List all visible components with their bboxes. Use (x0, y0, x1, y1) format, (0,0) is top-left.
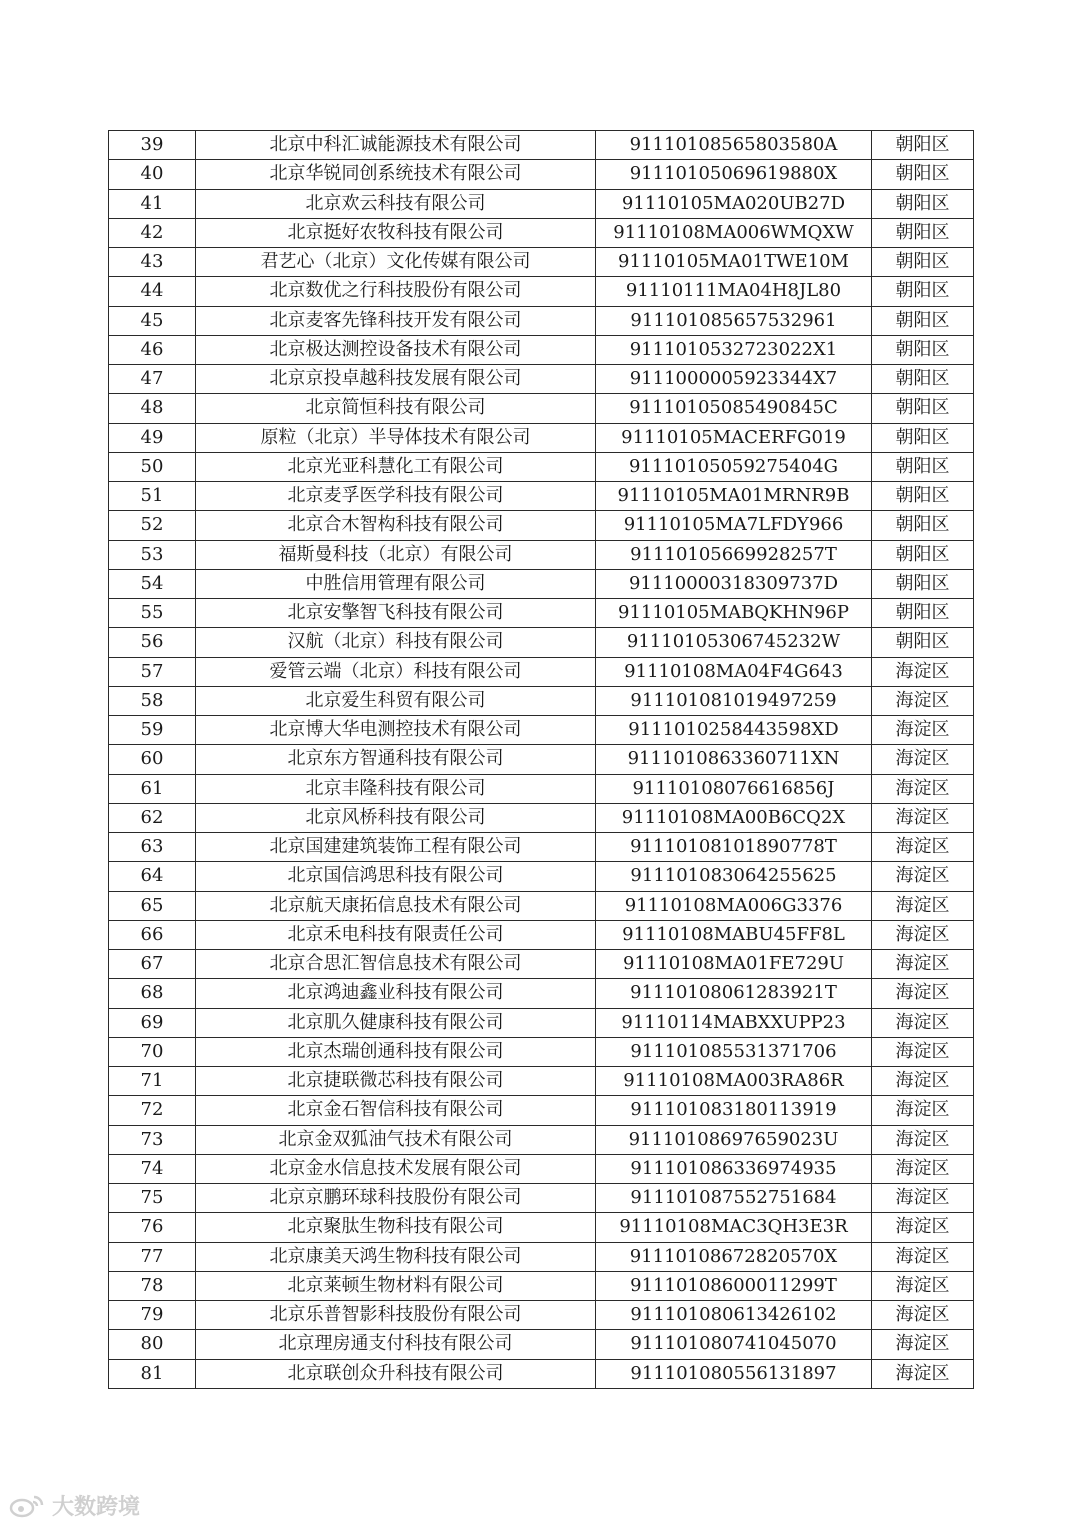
company-name: 北京航天康拓信息技术有限公司 (196, 891, 596, 920)
row-number: 52 (109, 511, 196, 540)
district: 海淀区 (872, 1037, 974, 1066)
table-row (109, 628, 974, 657)
credit-code: 91110108MA01FE729U (596, 950, 872, 979)
company-name: 北京挺好农牧科技有限公司 (196, 218, 596, 247)
row-number: 81 (109, 1359, 196, 1388)
district: 朝阳区 (872, 569, 974, 598)
table-row (109, 277, 974, 306)
company-name: 北京安擎智飞科技有限公司 (196, 599, 596, 628)
table-row (109, 1096, 974, 1125)
district: 朝阳区 (872, 306, 974, 335)
credit-code: 91110105MA01TWE10M (596, 248, 872, 277)
row-number: 64 (109, 862, 196, 891)
district: 海淀区 (872, 979, 974, 1008)
row-number: 56 (109, 628, 196, 657)
row-number: 53 (109, 540, 196, 569)
company-name: 北京极达测控设备技术有限公司 (196, 335, 596, 364)
company-name: 北京杰瑞创通科技有限公司 (196, 1037, 596, 1066)
credit-code: 91110108MA04F4G643 (596, 657, 872, 686)
district: 朝阳区 (872, 218, 974, 247)
table-row (109, 540, 974, 569)
table-row (109, 1154, 974, 1183)
table-row (109, 189, 974, 218)
district: 海淀区 (872, 1330, 974, 1359)
table-row (109, 1242, 974, 1271)
district: 海淀区 (872, 1301, 974, 1330)
table-row (109, 1301, 974, 1330)
row-number: 47 (109, 365, 196, 394)
row-number: 51 (109, 482, 196, 511)
district: 海淀区 (872, 1125, 974, 1154)
watermark (8, 1490, 140, 1521)
company-name: 北京金双狐油气技术有限公司 (196, 1125, 596, 1154)
company-name: 北京捷联微芯科技有限公司 (196, 1067, 596, 1096)
credit-code: 911101083180113919 (596, 1096, 872, 1125)
row-number: 80 (109, 1330, 196, 1359)
credit-code: 91110105MABQKHN96P (596, 599, 872, 628)
district: 海淀区 (872, 950, 974, 979)
row-number: 40 (109, 160, 196, 189)
district: 海淀区 (872, 1154, 974, 1183)
credit-code: 91110108565803580A (596, 131, 872, 160)
table-row (109, 423, 974, 452)
table-row (109, 248, 974, 277)
company-name: 北京风桥科技有限公司 (196, 803, 596, 832)
district: 海淀区 (872, 1271, 974, 1300)
credit-code: 9111010863360711XN (596, 745, 872, 774)
row-number: 43 (109, 248, 196, 277)
credit-code: 91110105MA7LFDY966 (596, 511, 872, 540)
row-number: 70 (109, 1037, 196, 1066)
company-name: 北京莱顿生物材料有限公司 (196, 1271, 596, 1300)
company-name: 北京鸿迪鑫业科技有限公司 (196, 979, 596, 1008)
table-row (109, 716, 974, 745)
table-row (109, 511, 974, 540)
district: 朝阳区 (872, 599, 974, 628)
row-number: 60 (109, 745, 196, 774)
credit-code: 91110108061283921T (596, 979, 872, 1008)
company-name: 北京东方智通科技有限公司 (196, 745, 596, 774)
table-row (109, 306, 974, 335)
row-number: 78 (109, 1271, 196, 1300)
table-row (109, 979, 974, 1008)
table-row (109, 1359, 974, 1388)
district: 海淀区 (872, 803, 974, 832)
table-row (109, 803, 974, 832)
row-number: 68 (109, 979, 196, 1008)
credit-code: 91110108697659023U (596, 1125, 872, 1154)
district: 朝阳区 (872, 160, 974, 189)
credit-code: 91110105MA020UB27D (596, 189, 872, 218)
district: 朝阳区 (872, 189, 974, 218)
row-number: 62 (109, 803, 196, 832)
table-row (109, 1184, 974, 1213)
credit-code: 91110108MABU45FF8L (596, 920, 872, 949)
district: 朝阳区 (872, 540, 974, 569)
district: 朝阳区 (872, 423, 974, 452)
company-name: 北京麦孚医学科技有限公司 (196, 482, 596, 511)
row-number: 55 (109, 599, 196, 628)
credit-code: 911101080741045070 (596, 1330, 872, 1359)
company-name: 北京肌久健康科技有限公司 (196, 1008, 596, 1037)
credit-code: 91110108MA006WMQXW (596, 218, 872, 247)
credit-code: 91110108MAC3QH3E3R (596, 1213, 872, 1242)
weibo-logo-icon (8, 1493, 48, 1519)
credit-code: 91110108672820570X (596, 1242, 872, 1271)
company-name: 北京麦客先锋科技开发有限公司 (196, 306, 596, 335)
district: 朝阳区 (872, 335, 974, 364)
credit-code: 9111010258443598XD (596, 716, 872, 745)
company-name: 北京光亚科慧化工有限公司 (196, 452, 596, 481)
row-number: 76 (109, 1213, 196, 1242)
credit-code: 9111010532723022X1 (596, 335, 872, 364)
district: 朝阳区 (872, 365, 974, 394)
row-number: 44 (109, 277, 196, 306)
table-row (109, 657, 974, 686)
row-number: 75 (109, 1184, 196, 1213)
credit-code: 911101081019497259 (596, 686, 872, 715)
table-row (109, 1125, 974, 1154)
district: 海淀区 (872, 716, 974, 745)
company-name: 北京禾电科技有限责任公司 (196, 920, 596, 949)
row-number: 50 (109, 452, 196, 481)
row-number: 59 (109, 716, 196, 745)
watermark-text: 大数跨境 (52, 1495, 141, 1520)
district: 海淀区 (872, 657, 974, 686)
row-number: 48 (109, 394, 196, 423)
row-number: 45 (109, 306, 196, 335)
table-row (109, 131, 974, 160)
row-number: 61 (109, 774, 196, 803)
company-name: 北京金水信息技术发展有限公司 (196, 1154, 596, 1183)
row-number: 77 (109, 1242, 196, 1271)
company-name: 北京中科汇诚能源技术有限公司 (196, 131, 596, 160)
row-number: 71 (109, 1067, 196, 1096)
row-number: 66 (109, 920, 196, 949)
company-name: 北京金石智信科技有限公司 (196, 1096, 596, 1125)
table-row (109, 1271, 974, 1300)
table-row (109, 862, 974, 891)
credit-code: 91110105MACERFG019 (596, 423, 872, 452)
district: 海淀区 (872, 891, 974, 920)
district: 朝阳区 (872, 277, 974, 306)
district: 海淀区 (872, 745, 974, 774)
district: 朝阳区 (872, 511, 974, 540)
row-number: 41 (109, 189, 196, 218)
table-row (109, 950, 974, 979)
table-row (109, 920, 974, 949)
credit-code: 91110108MA006G3376 (596, 891, 872, 920)
row-number: 42 (109, 218, 196, 247)
credit-code: 91110114MABXXUPP23 (596, 1008, 872, 1037)
district: 海淀区 (872, 1096, 974, 1125)
credit-code: 911101085657532961 (596, 306, 872, 335)
table-row (109, 1037, 974, 1066)
row-number: 58 (109, 686, 196, 715)
table-row (109, 1213, 974, 1242)
credit-code: 91110108MA003RA86R (596, 1067, 872, 1096)
row-number: 65 (109, 891, 196, 920)
district: 海淀区 (872, 920, 974, 949)
credit-code: 91110105306745232W (596, 628, 872, 657)
company-name: 北京国信鸿思科技有限公司 (196, 862, 596, 891)
row-number: 46 (109, 335, 196, 364)
company-name: 北京数优之行科技股份有限公司 (196, 277, 596, 306)
district: 朝阳区 (872, 131, 974, 160)
credit-code: 911101085531371706 (596, 1037, 872, 1066)
row-number: 74 (109, 1154, 196, 1183)
company-name: 北京简恒科技有限公司 (196, 394, 596, 423)
credit-code: 91110108MA00B6CQ2X (596, 803, 872, 832)
row-number: 63 (109, 833, 196, 862)
credit-code: 91110000318309737D (596, 569, 872, 598)
credit-code: 911101086336974935 (596, 1154, 872, 1183)
row-number: 57 (109, 657, 196, 686)
credit-code: 911101083064255625 (596, 862, 872, 891)
credit-code: 9111000005923344X7 (596, 365, 872, 394)
company-name: 北京京投卓越科技发展有限公司 (196, 365, 596, 394)
company-name: 中胜信用管理有限公司 (196, 569, 596, 598)
district: 海淀区 (872, 1067, 974, 1096)
table-row (109, 774, 974, 803)
table-row (109, 335, 974, 364)
company-name: 北京国建建筑装饰工程有限公司 (196, 833, 596, 862)
table-row (109, 1067, 974, 1096)
district: 海淀区 (872, 1359, 974, 1388)
district: 朝阳区 (872, 394, 974, 423)
district: 海淀区 (872, 1213, 974, 1242)
district: 海淀区 (872, 1242, 974, 1271)
credit-code: 91110105085490845C (596, 394, 872, 423)
credit-code: 911101087552751684 (596, 1184, 872, 1213)
table-row (109, 218, 974, 247)
table-row (109, 1008, 974, 1037)
table-row (109, 891, 974, 920)
row-number: 49 (109, 423, 196, 452)
district: 朝阳区 (872, 628, 974, 657)
district: 朝阳区 (872, 248, 974, 277)
company-name: 北京康美天鸿生物科技有限公司 (196, 1242, 596, 1271)
company-name: 北京乐普智影科技股份有限公司 (196, 1301, 596, 1330)
company-name: 北京理房通支付科技有限公司 (196, 1330, 596, 1359)
row-number: 79 (109, 1301, 196, 1330)
table-body (109, 131, 974, 1389)
table-row (109, 569, 974, 598)
table-row (109, 1330, 974, 1359)
table-row (109, 833, 974, 862)
credit-code: 91110108076616856J (596, 774, 872, 803)
credit-code: 91110105MA01MRNR9B (596, 482, 872, 511)
company-name: 福斯曼科技（北京）有限公司 (196, 540, 596, 569)
district: 海淀区 (872, 862, 974, 891)
credit-code: 911101080556131897 (596, 1359, 872, 1388)
credit-code: 91110111MA04H8JL80 (596, 277, 872, 306)
table-row (109, 452, 974, 481)
company-list-table (108, 130, 974, 1389)
company-name: 汉航（北京）科技有限公司 (196, 628, 596, 657)
company-name: 北京欢云科技有限公司 (196, 189, 596, 218)
credit-code: 911101080613426102 (596, 1301, 872, 1330)
table-row (109, 160, 974, 189)
district: 朝阳区 (872, 482, 974, 511)
company-name: 北京爱生科贸有限公司 (196, 686, 596, 715)
credit-code: 91110108600011299T (596, 1271, 872, 1300)
district: 海淀区 (872, 833, 974, 862)
district: 海淀区 (872, 1008, 974, 1037)
credit-code: 91110105669928257T (596, 540, 872, 569)
row-number: 73 (109, 1125, 196, 1154)
row-number: 72 (109, 1096, 196, 1125)
row-number: 69 (109, 1008, 196, 1037)
company-name: 原粒（北京）半导体技术有限公司 (196, 423, 596, 452)
company-name: 北京京鹏环球科技股份有限公司 (196, 1184, 596, 1213)
table-row (109, 365, 974, 394)
company-name: 北京博大华电测控技术有限公司 (196, 716, 596, 745)
district: 海淀区 (872, 1184, 974, 1213)
company-name: 爱管云端（北京）科技有限公司 (196, 657, 596, 686)
table-row (109, 482, 974, 511)
company-name: 北京合思汇智信息技术有限公司 (196, 950, 596, 979)
company-name: 北京联创众升科技有限公司 (196, 1359, 596, 1388)
district: 海淀区 (872, 686, 974, 715)
row-number: 39 (109, 131, 196, 160)
table-row (109, 599, 974, 628)
company-name: 北京合木智构科技有限公司 (196, 511, 596, 540)
table-row (109, 745, 974, 774)
row-number: 54 (109, 569, 196, 598)
district: 海淀区 (872, 774, 974, 803)
company-name: 君艺心（北京）文化传媒有限公司 (196, 248, 596, 277)
credit-code: 91110105059275404G (596, 452, 872, 481)
credit-code: 91110105069619880X (596, 160, 872, 189)
company-name: 北京华锐同创系统技术有限公司 (196, 160, 596, 189)
company-name: 北京聚肽生物科技有限公司 (196, 1213, 596, 1242)
row-number: 67 (109, 950, 196, 979)
table-row (109, 394, 974, 423)
company-name: 北京丰隆科技有限公司 (196, 774, 596, 803)
district: 朝阳区 (872, 452, 974, 481)
credit-code: 91110108101890778T (596, 833, 872, 862)
table-row (109, 686, 974, 715)
